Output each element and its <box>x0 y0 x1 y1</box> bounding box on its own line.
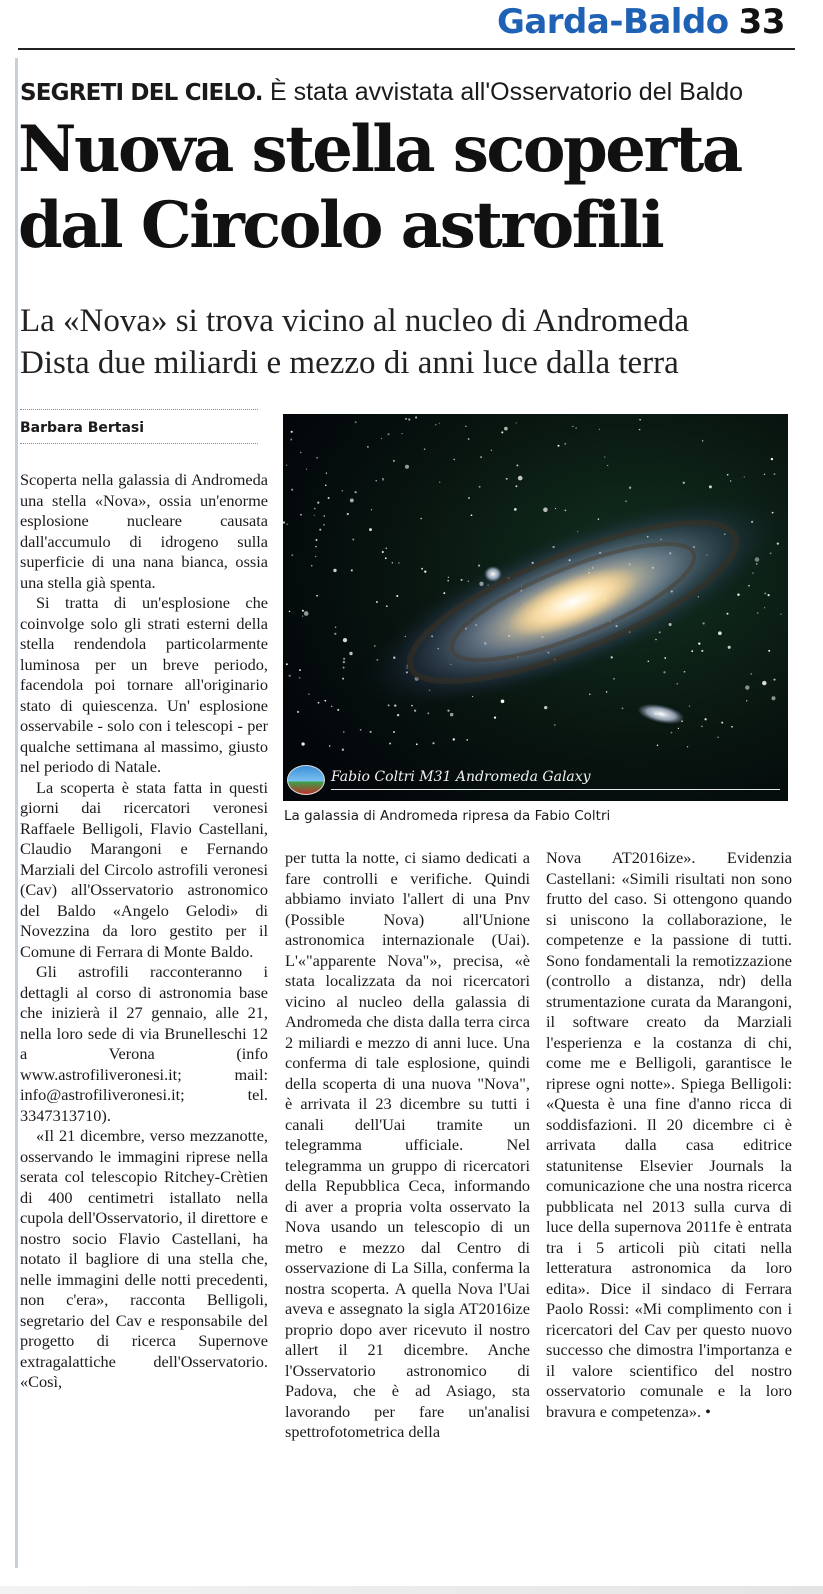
photo-credit-rule <box>331 789 780 790</box>
star <box>323 515 325 517</box>
star <box>730 480 731 481</box>
star <box>683 482 685 484</box>
star <box>447 709 449 711</box>
star <box>343 667 345 669</box>
star <box>564 443 566 445</box>
star <box>382 551 384 553</box>
star <box>382 478 383 479</box>
star <box>516 464 518 466</box>
star <box>291 554 293 556</box>
paragraph: «Il 21 dicembre, verso mezzanotte, osservando le immagini riprese nella serata col telescopio Ritchey-Crètien di 400 centimetri istallato nella cupola dell'Osservatorio, il direttore e nostro socio Flavio Castellani, ha notato il bagliore di una stella che, nelle immagini delle notti precedenti, non c'era», racconta Belligoli, segretario del Cav e responsabile del progetto di ricerca Supernove extragalattiche dell'Osservatorio. «Così, <box>20 1126 268 1391</box>
star <box>299 677 301 679</box>
star <box>555 508 556 509</box>
star <box>501 431 503 433</box>
star <box>718 631 722 635</box>
star <box>468 438 470 440</box>
star <box>494 716 496 718</box>
star <box>771 458 773 460</box>
section-header <box>497 2 785 42</box>
star <box>702 440 703 441</box>
star <box>398 562 400 564</box>
star <box>375 480 376 481</box>
star <box>317 501 319 503</box>
star <box>369 731 371 733</box>
star <box>286 465 287 466</box>
star <box>771 696 775 700</box>
star <box>439 482 440 483</box>
star <box>392 562 393 563</box>
star <box>544 706 547 709</box>
star <box>389 743 391 745</box>
star <box>328 497 330 499</box>
star <box>335 627 336 628</box>
star <box>727 613 729 615</box>
star <box>731 726 733 728</box>
star <box>750 673 752 675</box>
star <box>432 742 434 744</box>
star <box>515 485 517 487</box>
star <box>337 709 339 711</box>
star <box>291 431 293 433</box>
star <box>343 731 344 732</box>
star <box>386 605 388 607</box>
star <box>506 478 508 480</box>
star <box>698 642 700 644</box>
star <box>684 671 686 673</box>
article-column-2 <box>285 848 530 1443</box>
star <box>360 729 362 731</box>
star <box>657 745 659 747</box>
star <box>701 650 703 652</box>
star <box>405 418 407 420</box>
star <box>780 614 781 615</box>
star <box>516 422 517 423</box>
star <box>518 476 523 481</box>
header-rule <box>18 48 795 50</box>
star <box>504 427 508 431</box>
headline <box>18 112 741 264</box>
star <box>414 710 416 712</box>
star <box>286 663 288 665</box>
star <box>311 565 312 566</box>
headline-line-2: dal Circolo astrofili <box>18 188 663 263</box>
star <box>289 675 291 677</box>
star <box>622 708 624 710</box>
paragraph: per tutta la notte, ci siamo dedicati a fare controlli e verifiche. Quindi abbiamo inviato l'allert di una Pnv (Possible Nova) all'Unione astronomica internazionale (Uai). L'«"apparente Nova"», precisa, «è stata localizzata da noi ricercatori vicino al nucleo della galassia di Andromeda che dista dalla terra circa 2 miliardi e mezzo di anni luce. Una conferma di tale esplosione, quindi della scoperta di una nuova "Nova", è arrivata il 23 dicembre su tutti i canali dell'Uai tramite un telegramma ufficiale. Nel telegramma un gruppo di ricercatori della Repubblica Ceca, informando di aver a propria volta osservato la Nova usando un telescopio di un metro e mezzo dal Centro di osservazione di La Silla, conferma la nostra scoperta. A quella Nova l'Uai aveva e assegnato la sigla AT2016ize proprio dopo aver ricevuto il nostro allert il 21 dicembre. Anche l'Osservatorio astronomico di Padova, che è ad Asiago, sta lavorando per fare un'analisi spettrofotometrica della <box>285 848 530 1441</box>
star <box>408 418 410 420</box>
star <box>376 601 378 603</box>
star <box>308 693 310 695</box>
star <box>304 611 309 616</box>
star <box>319 529 321 531</box>
star <box>393 460 395 462</box>
star <box>381 438 382 439</box>
kicker-text: È stata avvistata all'Osservatorio del Baldo <box>269 78 744 106</box>
star <box>334 633 336 635</box>
star <box>678 728 679 729</box>
star <box>453 459 454 460</box>
star <box>302 610 304 612</box>
star <box>318 702 320 704</box>
paragraph: La scoperta è stata fatta in questi giorni dai ricercatori veronesi Raffaele Belligoli, Flavio Castellani, Claudio Marangoni e Fernando Marziali del Circolo astrofili veronesi (Cav) all'Osservatorio astronomico del Baldo «Angelo Gelodi» di Novezzina da loro gestito per il Comune di Ferrara di Monte Baldo. <box>20 777 268 961</box>
star <box>450 713 454 717</box>
subhead-line-2: Dista due miliardi e mezzo di anni luce dalla terra <box>20 345 679 381</box>
star <box>639 419 640 420</box>
star <box>397 714 399 716</box>
star <box>479 486 481 488</box>
headline-line-1: Nuova stella scoperta <box>18 112 741 187</box>
star <box>727 474 729 476</box>
star <box>420 518 422 520</box>
star <box>764 607 765 608</box>
star <box>300 452 301 453</box>
left-margin-rule <box>15 58 18 1568</box>
star <box>331 706 332 707</box>
star <box>757 612 759 614</box>
paragraph: Si tratta di un'esplosione che coinvolge solo gli strati esterni della stella rendendola particolarmente luminosa per un breve periodo, facendola poi tornare all'originario stato di quiescenza. Un' esplosione osservabile - solo con i telescopi - per qualche settimana al massimo, giusto nel periodo di Natale. <box>20 593 268 776</box>
star <box>575 427 577 429</box>
star <box>744 476 745 477</box>
star <box>465 426 466 427</box>
star <box>299 669 301 671</box>
star <box>471 514 473 516</box>
section-name: Garda-Baldo <box>496 2 729 42</box>
star <box>290 439 292 441</box>
subhead-line-1: La «Nova» si trova vicino al nucleo di Andromeda <box>20 303 689 339</box>
paragraph: Scoperta nella galassia di Andromeda una stella «Nova», ossia un'enorme esplosione nucleare causata dall'accumulo di idrogeno sulla superficie di una nana bianca, ossia una stella già spenta. <box>20 470 268 592</box>
star <box>774 473 776 475</box>
star <box>709 485 712 488</box>
photographer-logo <box>287 765 325 795</box>
star <box>314 515 315 516</box>
star <box>435 424 436 425</box>
star <box>439 423 440 424</box>
byline: Barbara Bertasi <box>20 420 145 436</box>
star <box>704 718 706 720</box>
star <box>352 539 354 541</box>
article-column-1 <box>20 470 268 1393</box>
star <box>385 557 387 559</box>
star <box>371 509 372 510</box>
star <box>369 528 372 531</box>
star <box>297 711 299 713</box>
star <box>306 469 307 470</box>
star <box>301 742 304 745</box>
star <box>572 426 573 427</box>
star <box>333 569 336 572</box>
star <box>717 737 718 738</box>
star <box>491 449 493 451</box>
star <box>427 712 429 714</box>
star <box>664 657 666 659</box>
star <box>613 678 614 679</box>
star <box>604 456 605 457</box>
photo-credit: Fabio Coltri M31 Andromeda Galaxy <box>331 769 591 785</box>
star <box>326 472 327 473</box>
star <box>687 746 688 747</box>
byline-rule-bottom <box>20 443 258 444</box>
star <box>396 595 398 597</box>
star <box>606 691 608 693</box>
star <box>350 498 354 502</box>
star <box>745 685 749 689</box>
star <box>702 622 704 624</box>
star <box>393 731 395 733</box>
star <box>764 474 766 476</box>
star <box>355 491 357 493</box>
star <box>405 465 409 469</box>
star <box>315 556 317 558</box>
star <box>342 749 344 751</box>
star <box>416 743 418 745</box>
star <box>385 547 387 549</box>
star <box>762 681 766 685</box>
star <box>701 725 703 727</box>
star <box>329 745 330 746</box>
star <box>773 679 775 681</box>
star <box>289 611 291 613</box>
star <box>721 722 723 724</box>
star <box>480 456 482 458</box>
star <box>764 592 766 594</box>
article-column-3 <box>546 848 792 1422</box>
star <box>453 738 455 740</box>
star <box>315 546 317 548</box>
page-bottom-edge <box>0 1586 823 1594</box>
star <box>415 416 417 418</box>
star <box>316 595 318 597</box>
star <box>323 524 325 526</box>
star <box>648 661 650 663</box>
star <box>291 489 293 491</box>
star <box>501 699 505 703</box>
star <box>424 448 426 450</box>
star <box>558 445 560 447</box>
star <box>691 650 693 652</box>
star <box>300 514 302 516</box>
star <box>676 683 678 685</box>
galaxy-image <box>283 414 788 801</box>
page-number: 33 <box>738 2 785 42</box>
star <box>466 739 468 741</box>
paragraph: Nova AT2016ize». Evidenzia Castellani: «Simili risultati non sono frutto del caso. Si ottengono quando si uniscono la collaborazione, le competenze e la passione di tutti. Sono fondamentali la remotizzazione (controllo a distanza, ndr) della strumentazione curata da Marangoni, il software creato da Marziali l'esperienza e la costanza di chi, come me e Belligoli, garantisce le riprese ogni notte». Spiega Belligoli: «Questa è una fine d'anno ricca di soddisfazioni. Il 20 dicembre ci è arrivata dalla casa editrice statunitense Elsevier Journals la comunicazione che una nostra ricerca pubblicata nel 2013 sulla curva di luce della supernova 2011fe è entrata tra i 5 articoli più citati nella letteratura astronomica da loro edita». Dice il sindaco di Ferrara Paolo Rossi: «Mi complimento con i ricercatori del Cav per questo nuovo successo che dimostra l'importanza e il valore scientifico del nostro osservatorio comunale e la loro bravura e competenza». • <box>546 848 792 1421</box>
star <box>554 724 556 726</box>
star <box>324 700 326 702</box>
star <box>421 568 423 570</box>
star <box>351 569 353 571</box>
star <box>342 678 344 680</box>
star <box>768 650 770 652</box>
subheadline <box>20 300 689 384</box>
star <box>543 508 548 513</box>
star <box>316 539 318 541</box>
byline-rule-top <box>20 409 258 410</box>
photo-caption: La galassia di Andromeda ripresa da Fabio Coltri <box>284 808 611 824</box>
star <box>671 732 673 734</box>
star <box>448 577 449 578</box>
star <box>689 705 690 706</box>
star <box>316 457 317 458</box>
star <box>343 658 345 660</box>
star <box>728 646 731 649</box>
star <box>468 497 470 499</box>
star <box>447 580 449 582</box>
star <box>387 433 389 435</box>
andromeda-photo <box>283 414 788 801</box>
star <box>286 523 287 524</box>
star <box>607 465 608 466</box>
star <box>349 652 352 655</box>
star <box>748 585 750 587</box>
star <box>342 490 344 492</box>
star <box>625 501 627 503</box>
star <box>639 429 640 430</box>
kicker-label: SEGRETI DEL CIELO. <box>20 80 263 106</box>
star <box>343 638 347 642</box>
star <box>302 616 303 617</box>
star <box>347 513 349 515</box>
star <box>424 570 426 572</box>
star <box>514 508 517 511</box>
paragraph: Gli astrofili racconteranno i dettagli al corso di astronomia base che inizierà il 27 gennaio, alle 21, nella loro sede di via Brunelleschi 12 a Verona (info www.astrofiliveronesi.it; mail: info@astrofiliveronesi.it; tel. 3347313710). <box>20 962 268 1125</box>
star <box>565 510 567 512</box>
star <box>767 594 769 596</box>
star <box>599 429 600 430</box>
star <box>478 565 480 567</box>
star <box>325 484 327 486</box>
star <box>401 433 402 434</box>
star <box>314 508 316 510</box>
star <box>746 700 747 701</box>
star <box>589 694 590 695</box>
star <box>737 594 739 596</box>
kicker <box>20 78 743 107</box>
star <box>629 487 631 489</box>
star <box>343 661 345 663</box>
star <box>355 421 357 423</box>
star <box>663 671 665 673</box>
star <box>367 446 369 448</box>
